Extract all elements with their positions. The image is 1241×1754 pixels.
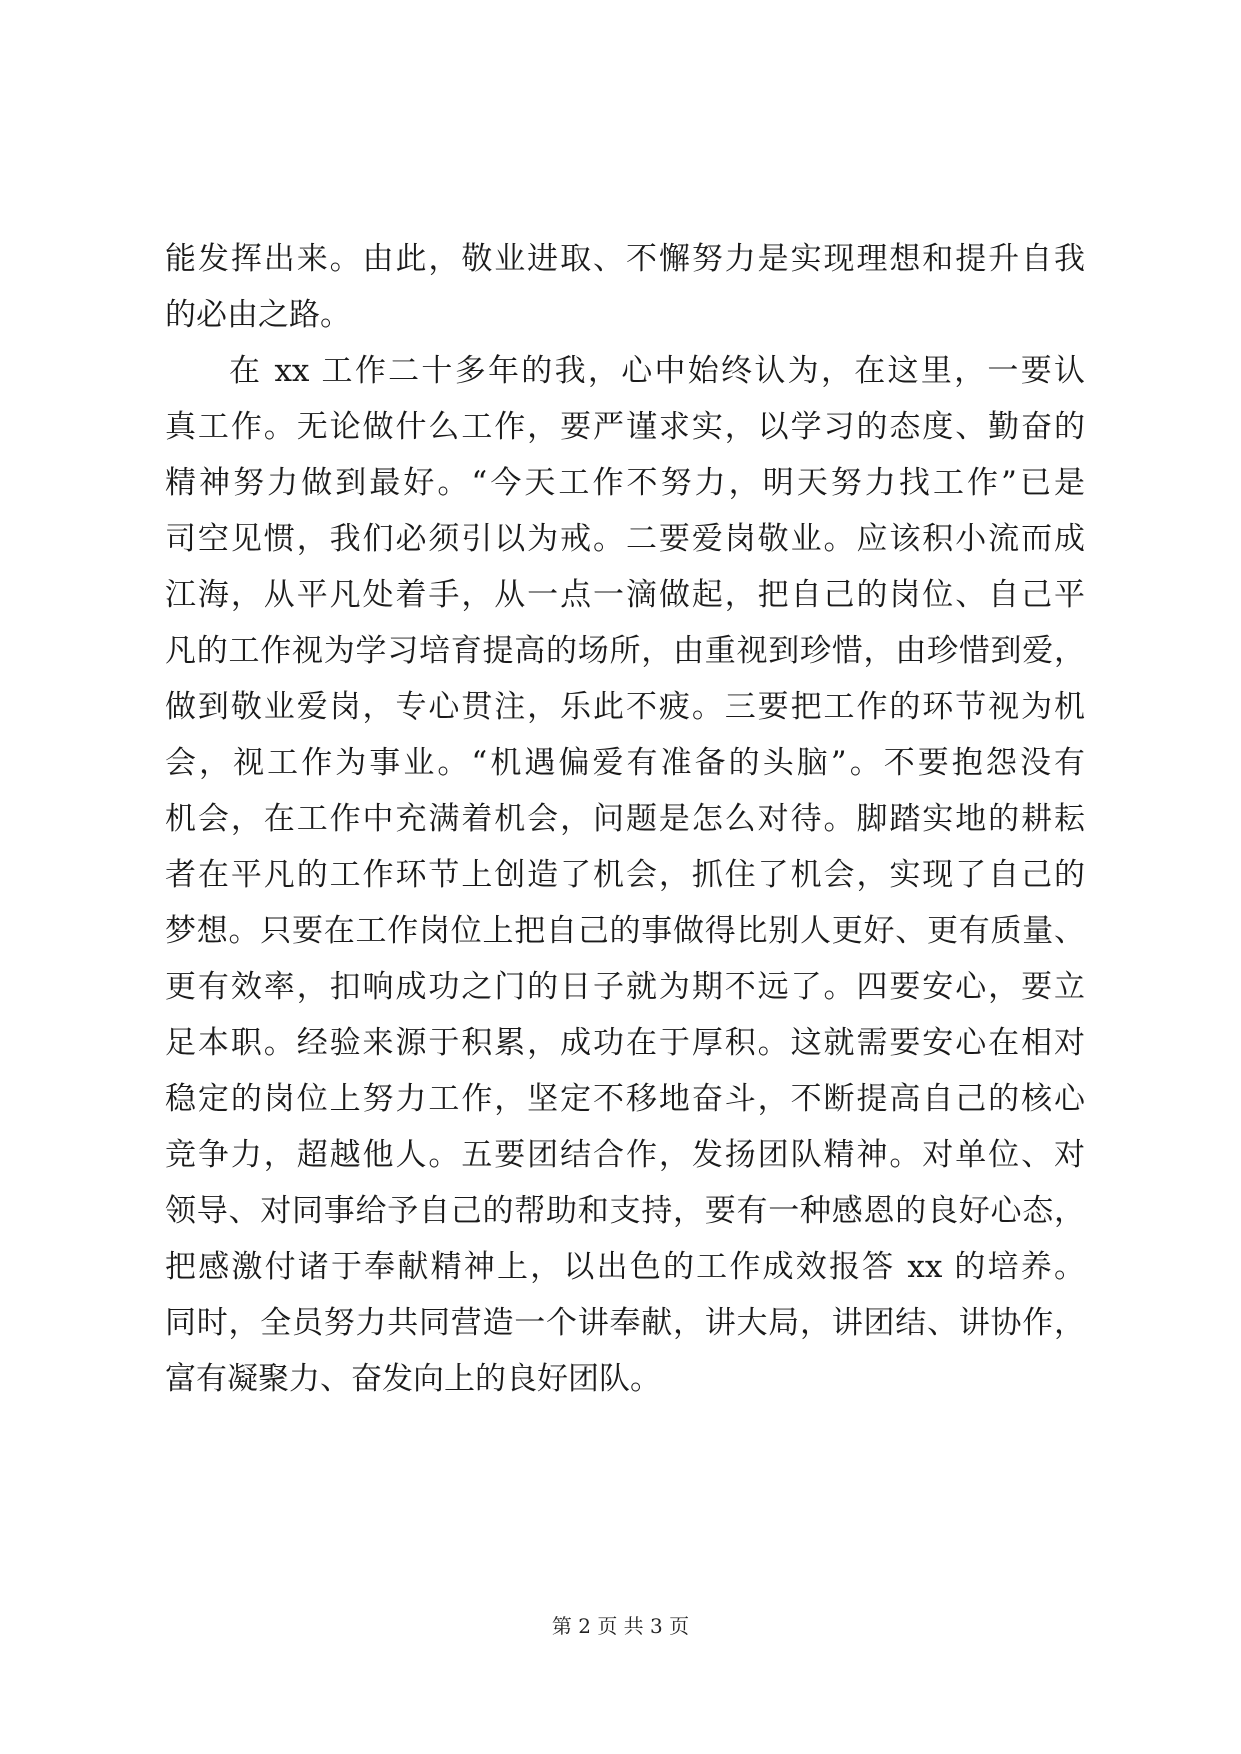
paragraph-2-line-14: 稳定的岗位上努力工作，坚定不移地奋斗，不断提高自己的核心 <box>165 1081 1085 1117</box>
paragraph-2-line-4: 司空见惯，我们必须引以为戒。二要爱岗敬业。应该积小流而成 <box>165 521 1085 557</box>
body-text <box>165 231 1085 1407</box>
paragraph-2-line-3: 精神努力做到最好。“今天工作不努力，明天努力找工作”已是 <box>165 465 1085 501</box>
paragraph-2-line-9: 机会，在工作中充满着机会，问题是怎么对待。脚踏实地的耕耘 <box>165 801 1085 837</box>
paragraph-2-line-2: 真工作。无论做什么工作，要严谨求实，以学习的态度、勤奋的 <box>165 409 1085 445</box>
page-number-footer: 第 2 页 共 3 页 <box>551 1614 690 1638</box>
paragraph-2-line-10: 者在平凡的工作环节上创造了机会，抓住了机会，实现了自己的 <box>165 857 1085 893</box>
paragraph-2-line-7: 做到敬业爱岗，专心贯注，乐此不疲。三要把工作的环节视为机 <box>165 689 1085 725</box>
paragraph-1-line-1: 能发挥出来。由此，敬业进取、不懈努力是实现理想和提升自我 <box>165 241 1085 277</box>
paragraph-2-line-15: 竞争力，超越他人。五要团结合作，发扬团队精神。对单位、对 <box>165 1137 1085 1173</box>
paragraph-2-line-13: 足本职。经验来源于积累，成功在于厚积。这就需要安心在相对 <box>165 1025 1085 1061</box>
paragraph-2-line-5: 江海，从平凡处着手，从一点一滴做起，把自己的岗位、自己平 <box>165 577 1085 613</box>
paragraph-2-line-6: 凡的工作视为学习培育提高的场所，由重视到珍惜，由珍惜到爱， <box>165 633 1085 669</box>
paragraph-2-line-12: 更有效率，扣响成功之门的日子就为期不远了。四要安心，要立 <box>165 969 1085 1005</box>
paragraph-2-line-18: 同时，全员努力共同营造一个讲奉献，讲大局，讲团结、讲协作， <box>165 1305 1085 1341</box>
paragraph-2-line-19: 富有凝聚力、奋发向上的良好团队。 <box>165 1361 661 1397</box>
paragraph-2-line-8: 会，视工作为事业。“机遇偏爱有准备的头脑”。不要抱怨没有 <box>165 745 1085 781</box>
paragraph-2-line-16: 领导、对同事给予自己的帮助和支持，要有一种感恩的良好心态， <box>165 1193 1085 1229</box>
paragraph-2-line-1: 在 xx 工作二十多年的我，心中始终认为，在这里，一要认 <box>229 353 1085 389</box>
paragraph-2-line-17: 把感激付诸于奉献精神上，以出色的工作成效报答 xx 的培养。 <box>165 1249 1085 1285</box>
paragraph-1-line-2: 的必由之路。 <box>165 297 351 333</box>
paragraph-2-line-11: 梦想。只要在工作岗位上把自己的事做得比别人更好、更有质量、 <box>165 913 1085 949</box>
